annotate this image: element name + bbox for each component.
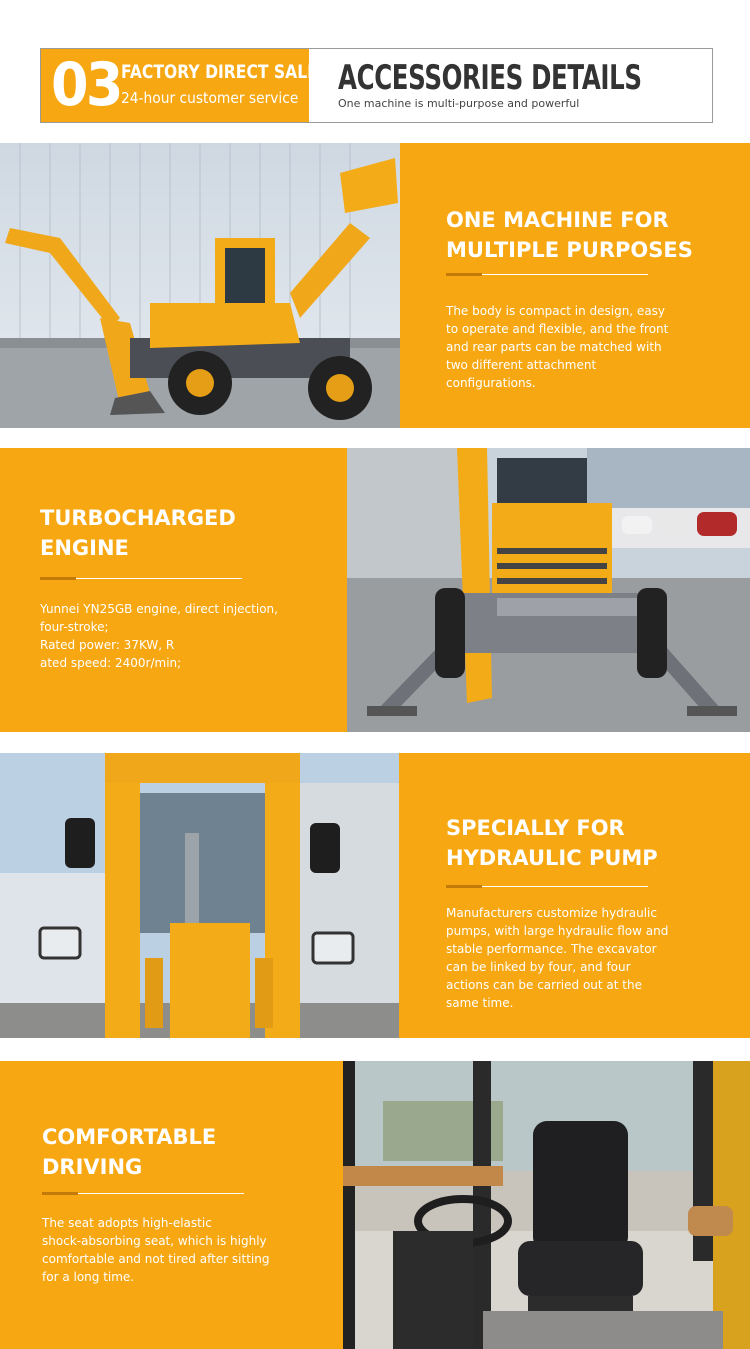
title-divider bbox=[446, 274, 648, 275]
feature-title bbox=[446, 205, 693, 265]
feature-description bbox=[446, 302, 668, 392]
description-line: four-stroke; bbox=[40, 620, 109, 634]
description-line: Rated power: 37KW, R bbox=[40, 638, 175, 652]
description-line: two different attachment bbox=[446, 358, 597, 372]
badge-subtitle: 24-hour customer service bbox=[121, 89, 299, 107]
description-line: The seat adopts high-elastic bbox=[42, 1216, 212, 1230]
feature-title-line: MULTIPLE PURPOSES bbox=[446, 238, 693, 262]
badge-title: FACTORY DIRECT SALES bbox=[121, 61, 329, 83]
description-line: configurations. bbox=[446, 376, 536, 390]
description-line: stable performance. The excavator bbox=[446, 942, 657, 956]
description-line: and rear parts can be matched with bbox=[446, 340, 662, 354]
description-line: Yunnei YN25GB engine, direct injection, bbox=[40, 602, 278, 616]
description-line: comfortable and not tired after sitting bbox=[42, 1252, 270, 1266]
feature-hydraulic bbox=[0, 753, 750, 1038]
loader-front-hydraulics-photo bbox=[0, 753, 399, 1038]
description-line: shock-absorbing seat, which is highly bbox=[42, 1234, 267, 1248]
title-divider bbox=[446, 886, 648, 887]
description-line: Manufacturers customize hydraulic bbox=[446, 906, 657, 920]
backhoe-loader-side-view-photo bbox=[0, 143, 400, 428]
feature-title-line: ONE MACHINE FOR bbox=[446, 208, 669, 232]
feature-title-line: COMFORTABLE bbox=[42, 1125, 217, 1149]
description-line: can be linked by four, and four bbox=[446, 960, 631, 974]
description-line: ated speed: 2400r/min; bbox=[40, 656, 182, 670]
description-line: for a long time. bbox=[42, 1270, 135, 1284]
feature-title-line: DRIVING bbox=[42, 1155, 143, 1179]
backhoe-rear-view-photo bbox=[347, 448, 750, 732]
feature-title-line: HYDRAULIC PUMP bbox=[446, 846, 658, 870]
feature-description bbox=[40, 600, 278, 672]
feature-description bbox=[42, 1214, 269, 1286]
feature-engine bbox=[0, 448, 750, 732]
feature-title bbox=[42, 1122, 216, 1182]
feature-panel bbox=[0, 448, 347, 732]
feature-comfort bbox=[0, 1061, 750, 1349]
feature-title bbox=[446, 813, 658, 873]
title-divider bbox=[40, 578, 242, 579]
title-divider bbox=[42, 1193, 244, 1194]
feature-title-line: SPECIALLY FOR bbox=[446, 816, 625, 840]
page-title: ACCESSORIES DETAILS bbox=[338, 58, 642, 98]
description-line: pumps, with large hydraulic flow and bbox=[446, 924, 669, 938]
feature-title-line: TURBOCHARGED bbox=[40, 506, 236, 530]
feature-title-line: ENGINE bbox=[40, 536, 129, 560]
section-number: 03 bbox=[51, 50, 121, 120]
section-header bbox=[40, 48, 713, 123]
feature-panel bbox=[0, 1061, 343, 1349]
description-line: The body is compact in design, easy bbox=[446, 304, 666, 318]
feature-description bbox=[446, 904, 668, 1012]
description-line: to operate and flexible, and the front bbox=[446, 322, 669, 336]
cab-seat-interior-photo bbox=[343, 1061, 750, 1349]
header-badge bbox=[41, 49, 329, 122]
description-line: same time. bbox=[446, 996, 514, 1010]
page-subtitle: One machine is multi-purpose and powerful bbox=[338, 97, 580, 110]
feature-title bbox=[40, 503, 236, 563]
description-line: actions can be carried out at the bbox=[446, 978, 642, 992]
feature-multi-purpose bbox=[0, 143, 750, 428]
